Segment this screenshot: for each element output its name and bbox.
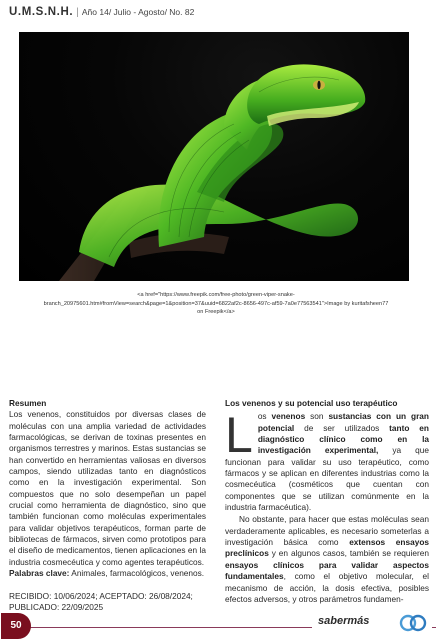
article-column <box>225 398 429 605</box>
p1-text-g: ya que funcionan para validar su uso terapéutico, como fármacos y se aplican en diferentes industrias como la cosmecéutica (cosméticos que cuentan con componentes que se utilizan comúnmente en la industria farmacéutica). <box>225 445 430 513</box>
article-paragraph-1 <box>225 407 430 513</box>
page-number-badge: 50 <box>1 613 31 639</box>
p2-text-e: , como el objetivo molecular, el mecanismo de acción, la dosis efectiva, posibles efectos adversos, y otros parámetros fundamen- <box>225 571 429 604</box>
keywords-text: Animales, farmacológicos, venenos. <box>69 568 205 579</box>
p1-bold-diagnostico: tanto en diagnóstico clínico como en la investigación experimental, <box>257 422 429 456</box>
article-heading: Los venenos y su potencial uso terapéutico <box>225 398 398 408</box>
p2-bold-clinicos: ensayos clínicos para validar aspectos fundamentales <box>225 559 429 582</box>
article-paragraph-2 <box>225 514 429 605</box>
publication-dates <box>9 591 206 614</box>
p1-text-a: os <box>257 411 272 422</box>
journal-brand: U.M.S.N.H. <box>9 6 74 18</box>
dates-line-published: PUBLICADO: 22/09/2025 <box>9 601 104 612</box>
sabermas-mark-icon <box>398 612 428 634</box>
p1-bold-potencial: sustancias con un gran potencial <box>257 411 429 433</box>
snake-photo <box>19 32 409 281</box>
drop-cap: L <box>225 407 253 464</box>
p2-text-a: No obstante, para hacer que estas moléculas sean verdaderamente aplicables, es necesario someterlas a investigación básica como <box>225 514 429 548</box>
logo-text: sabermás <box>318 615 370 627</box>
abstract-column <box>9 398 206 613</box>
journal-header <box>9 6 194 18</box>
header-separator: | <box>76 6 79 18</box>
p1-text-e: de ser utilizados <box>294 422 390 433</box>
dates-line-received-accepted: RECIBIDO: 10/06/2024; ACEPTADO: 26/08/2024; <box>9 590 193 601</box>
p1-bold-venenos: venenos <box>271 411 306 422</box>
p2-text-c: y en algunos casos, también se requieren <box>268 548 429 559</box>
issue-info: Año 14/ Julio - Agosto/ No. 82 <box>81 7 195 17</box>
sabermas-logo <box>312 612 432 634</box>
green-viper-snake-photo-icon <box>19 32 409 281</box>
p2-bold-preclinicos: extensos ensayos preclínicos <box>225 537 430 559</box>
abstract-body: Los venenos, constituidos por diversas clases de moléculas con una amplia variedad de actividades farmacológicas, se derivan de toxinas presentes en organismos terrestres y marinos. Estas sustancias se han convertido en herramientas valiosas en diversos campos, siendo utilizadas tanto en diagnósticos como en la investigación experimental. Son compuestos que no solo desempeñan un papel crucial como herramienta de diagnóstico, sino que también funcionan como moléculas experimentales para validar objetivos terapéuticos, forman parte de bibliotecas de fármacos, sirven como prototipos para el diseño de medicamentos, tienen aplicaciones en la industria cosmecéutica y como agentes terapéuticos. <box>9 409 206 567</box>
abstract-heading: Resumen <box>9 398 47 408</box>
keywords-label: Palabras clave: <box>9 568 70 579</box>
image-caption: <a href="https://www.freepik.com/free-photo/green-viper-snake-branch_20975601.htm#fromView=search&page=1&position=37&uuid=6822af2c-8656-497c-af59-7a0e77563541">Image by kuritafsheen77 on Freepik</a> <box>43 292 389 316</box>
p1-text-c: son <box>305 411 329 422</box>
keywords-line <box>9 568 206 579</box>
